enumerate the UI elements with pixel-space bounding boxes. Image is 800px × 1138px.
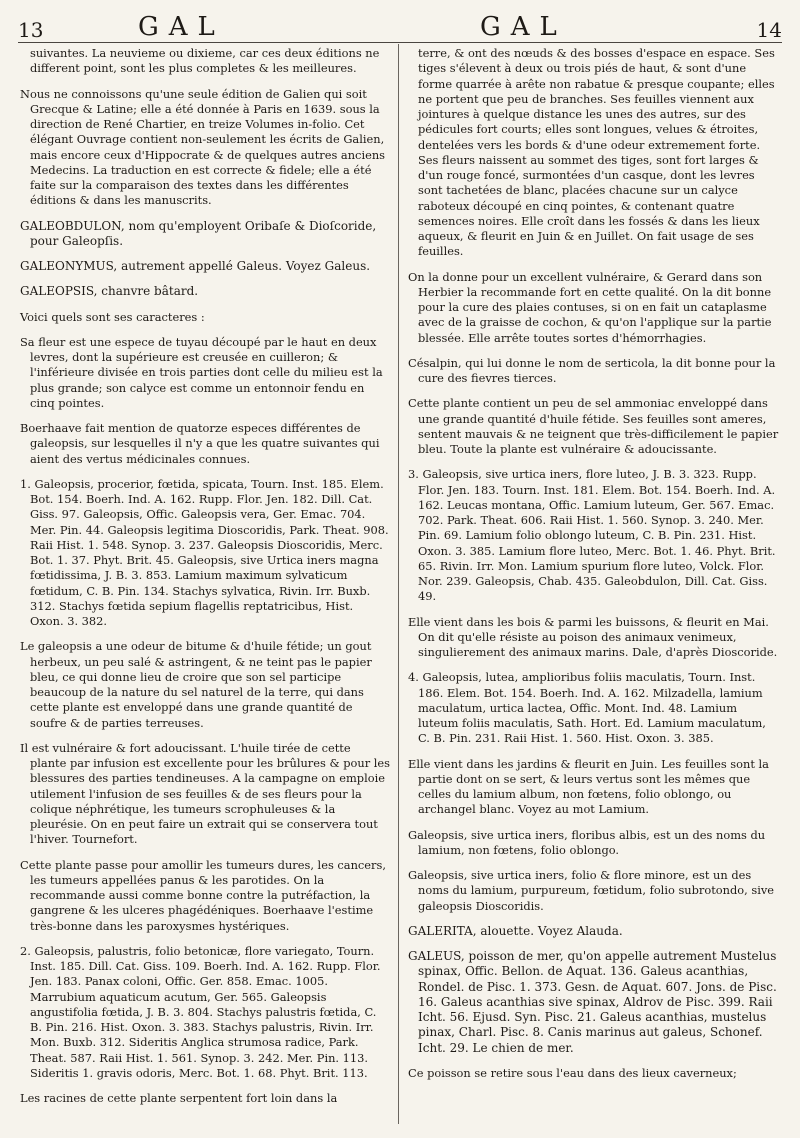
- paragraph: suivantes. La neuvieme ou dixieme, car ces deux éditions ne different point, sont les plus completes & les meilleures.: [30, 46, 380, 76]
- page-header: [18, 10, 782, 42]
- right-page-number: 14: [756, 18, 782, 42]
- entry-galerita: GALERITA, alouette. Voyez Alauda.: [408, 923, 623, 938]
- paragraph: On la donne pour un excellent vulnéraire, & Gerard dans son Herbier la recommande fort en cette qualité. On la dit bonne pour la cure des plaies contuses, si on en fait un cataplasme avec de la graisse de cochon, & qu'on l'applique sur la partie blessée. Elle arrête toutes sortes d'hémorrhagies.: [408, 269, 772, 345]
- paragraph: terre, & ont des nœuds & des bosses d'espace en espace. Ses tiges s'élevent à deux ou trois piés de haut, & sont d'une forme quarrée à arête non rabatue & presque coupante; elles ne portent que peu de branches. Ses feuilles viennent aux jointures à quelque distance les unes des autres, sur des pédicules fort courts; elles sont longues, velues & étroites, dentelées vers les bords & d'une odeur extremement forte. Ses fleurs naissent au sommet des tiges, sont fort larges & d'un rouge foncé, surmontées d'un casque, dont les levres sont tachetées de blanc, placées chacune sur un calyce raboteux découpé en cinq pointes, & contenant quatre semences noires. Elle croît dans les fossés & dans les lieux aqueux, & fleurit en Juin & en Juillet. On fait usage de ses feuilles.: [418, 46, 775, 259]
- paragraph: Galeopsis, sive urtica iners, floribus albis, est un des noms du lamium, non fœtens, folio oblongo.: [408, 827, 766, 857]
- paragraph: Césalpin, qui lui donne le nom de serticola, la dit bonne pour la cure des fievres tierces.: [408, 355, 776, 385]
- entry-galeus: GALEUS, poisson de mer, qu'on appelle autrement Mustelus spinax, Offic. Bellon. de Aquat. 136. Galeus acanthias, Rondel. de Pisc. 1. 373. Gesn. de Aquat. 607. Jons. de Pisc. 16. Galeus acanthias sive spinax, Aldrov de Pisc. 399. Raii Icht. 56. Ejusd. Syn. Pisc. 21. Galeus acanthias, mustelus pinax, Charl. Pisc. 8. Canis marinus aut galeus, Schonef. Icht. 29. Le chien de mer.: [408, 949, 777, 1055]
- paragraph: Il est vulnéraire & fort adoucissant. L'huile tirée de cette plante par infusion est excellente pour les brûlures & pour les blessures des parties tendineuses. A la campagne on emploie utilement l'infusion de ses feuilles & de ses fleurs pour la colique néphrétique, les tumeurs scrophuleuses & la pleurésie. On en peut faire un extrait qui se conservera tout l'hiver. Tournefort.: [20, 740, 391, 847]
- entry-galeonymus: GALEONYMUS, autrement appellé Galeus. Voyez Galeus.: [20, 259, 371, 273]
- paragraph: Cette plante contient un peu de sel ammoniac enveloppé dans une grande quantité d'huile fétide. Ses feuilles sont ameres, sentent mauvais & ne teignent que très-difficilement le papier bleu. Toute la plante est vulnéraire & adoucissante.: [408, 396, 779, 456]
- paragraph: Galeopsis, sive urtica iners, folio & flore minore, est un des noms du lamium, purpureum, fœtidum, folio subrotondo, sive galeopsis Dioscoridis.: [408, 868, 775, 913]
- column-divider: [398, 44, 399, 1124]
- paragraph: Nous ne connoissons qu'une seule édition de Galien qui soit Grecque & Latine; elle a été donnée à Paris en 1639. sous la direction de René Chartier, en treize Volumes in-folio. Cet élégant Ouvrage contient non-seulement les écrits de Galien, mais encore ceux d'Hippocrate & de quelques autres anciens Medecins. La traduction en est correcte & fidele; elle a été faite sur la comparaison des textes dans les différentes éditions & dans les manuscrits.: [20, 86, 386, 208]
- paragraph: Les racines de cette plante serpentent fort loin dans la: [20, 1091, 338, 1105]
- right-column: [408, 46, 780, 1091]
- paragraph: Cette plante passe pour amollir les tumeurs dures, les cancers, les tumeurs appellées panus & les parotides. On la recommande aussi comme bonne contre la putréfaction, la gangrene & les ulceres phagédéniques. Boerhaave l'estime très-bonne dans les paroxysmes hystériques.: [20, 857, 386, 933]
- right-running-head: GAL: [480, 12, 567, 42]
- species-paragraph: 3. Galeopsis, sive urtica iners, flore luteo, J. B. 3. 323. Rupp. Flor. Jen. 183. Tourn. Inst. 181. Elem. Bot. 154. Boerh. Ind. A. 162. Leucas montana, Offic. Lamium luteum, Ger. 567. Emac. 702. Park. Theat. 606. Raii Hist. 1. 560. Synop. 3. 240. Mer. Pin. 69. Lamium folio oblongo luteum, C. B. Pin. 231. Hist. Oxon. 3. 385. Lamium flore luteo, Merc. Bot. 1. 46. Phyt. Brit. 65. Rivin. Irr. Mon. Lamium spurium flore luteo, Volck. Flor. Nor. 239. Galeopsis, Chab. 435. Galeobdulon, Dill. Cat. Giss. 49.: [408, 467, 776, 604]
- species-paragraph: 1. Galeopsis, procerior, fœtida, spicata, Tourn. Inst. 185. Elem. Bot. 154. Boerh. Ind. A. 162. Rupp. Flor. Jen. 182. Dill. Cat. Giss. 97. Galeopsis, Offic. Galeopsis vera, Ger. Emac. 704. Mer. Pin. 44. Galeopsis legitima Dioscoridis, Park. Theat. 908. Raii Hist. 1. 548. Synop. 3. 237. Galeopsis Dioscoridis, Merc. Bot. 1. 37. Phyt. Brit. 45. Galeopsis, sive Urtica iners magna fœtidissima, J. B. 3. 853. Lamium maximum sylvaticum fœtidum, C. B. Pin. 134. Stachys sylvatica, Rivin. Irr. Buxb. 312. Stachys fœtida sepium flagellis reptatricibus, Hist. Oxon. 3. 382.: [20, 476, 389, 628]
- paragraph: Le galeopsis a une odeur de bitume & d'huile fétide; un gout herbeux, un peu salé & astringent, & ne teint pas le papier bleu, ce qui donne lieu de croire que son sel participe beaucoup de la nature du sel naturel de la terre, qui dans cette plante est enveloppé dans une grande quantité de soufre & de parties terreuses.: [20, 639, 372, 730]
- left-column: [20, 46, 390, 1116]
- paragraph: Elle vient dans les bois & parmi les buissons, & fleurit en Mai. On dit qu'elle résiste au poison des animaux venimeux, singulierement des animaux marins. Dale, d'après Dioscoride.: [408, 614, 778, 659]
- entry-galeobdulon: GALEOBDULON, nom qu'employent Oribaſe & Dioſcoride, pour Galeopſis.: [20, 218, 377, 248]
- paragraph: Voici quels sont ses caracteres :: [20, 309, 205, 324]
- left-page-number: 13: [18, 18, 44, 42]
- entry-galeopsis: GALEOPSIS, chanvre bâtard.: [20, 284, 199, 299]
- paragraph: Ce poisson se retire sous l'eau dans des lieux caverneux;: [408, 1065, 737, 1080]
- left-running-head: GAL: [138, 12, 225, 42]
- header-rule: [18, 42, 782, 43]
- species-paragraph: 2. Galeopsis, palustris, folio betonicæ, flore variegato, Tourn. Inst. 185. Dill. Cat. Giss. 109. Boerh. Ind. A. 162. Rupp. Flor. Jen. 183. Panax coloni, Offic. Ger. 858. Emac. 1005. Marrubium aquaticum acutum, Ger. 565. Galeopsis angustifolia fœtida, J. B. 3. 804. Stachys palustris fœtida, C. B. Pin. 216. Hist. Oxon. 3. 383. Stachys palustris, Rivin. Irr. Mon. Buxb. 312. Sideritis Anglica strumosa radice, Park. Theat. 587. Raii Hist. 1. 561. Synop. 3. 242. Mer. Pin. 113. Sideritis 1. gravis odoris, Merc. Bot. 1. 68. Phyt. Brit. 113.: [20, 943, 381, 1080]
- paragraph: Elle vient dans les jardins & fleurit en Juin. Les feuilles sont la partie dont on se sert, & leurs vertus sont les mêmes que celles du lamium album, non fœtens, folio oblongo, ou archangel blanc. Voyez au mot Lamium.: [408, 756, 769, 817]
- paragraph: Boerhaave fait mention de quatorze especes différentes de galeopsis, sur lesquelles il n'y a que les quatre suivantes qui aient des vertus médicinales connues.: [20, 421, 380, 466]
- species-paragraph: 4. Galeopsis, lutea, amplioribus foliis maculatis, Tourn. Inst. 186. Elem. Bot. 154. Boerh. Ind. A. 162. Milzadella, lamium maculatum, urtica lactea, Offic. Mont. Ind. 48. Lamium luteum foliis maculatis, Sath. Hort. Ed. Lamium maculatum, C. B. Pin. 231. Raii Hist. 1. 560. Hist. Oxon. 3. 385.: [408, 670, 766, 746]
- paragraph: Sa fleur est une espece de tuyau découpé par le haut en deux levres, dont la supérieure est creusée en cuilleron; & l'inférieure divisée en trois parties dont celle du milieu est la plus grande; son calyce est comme un entonnoir fendu en cinq pointes.: [20, 334, 383, 410]
